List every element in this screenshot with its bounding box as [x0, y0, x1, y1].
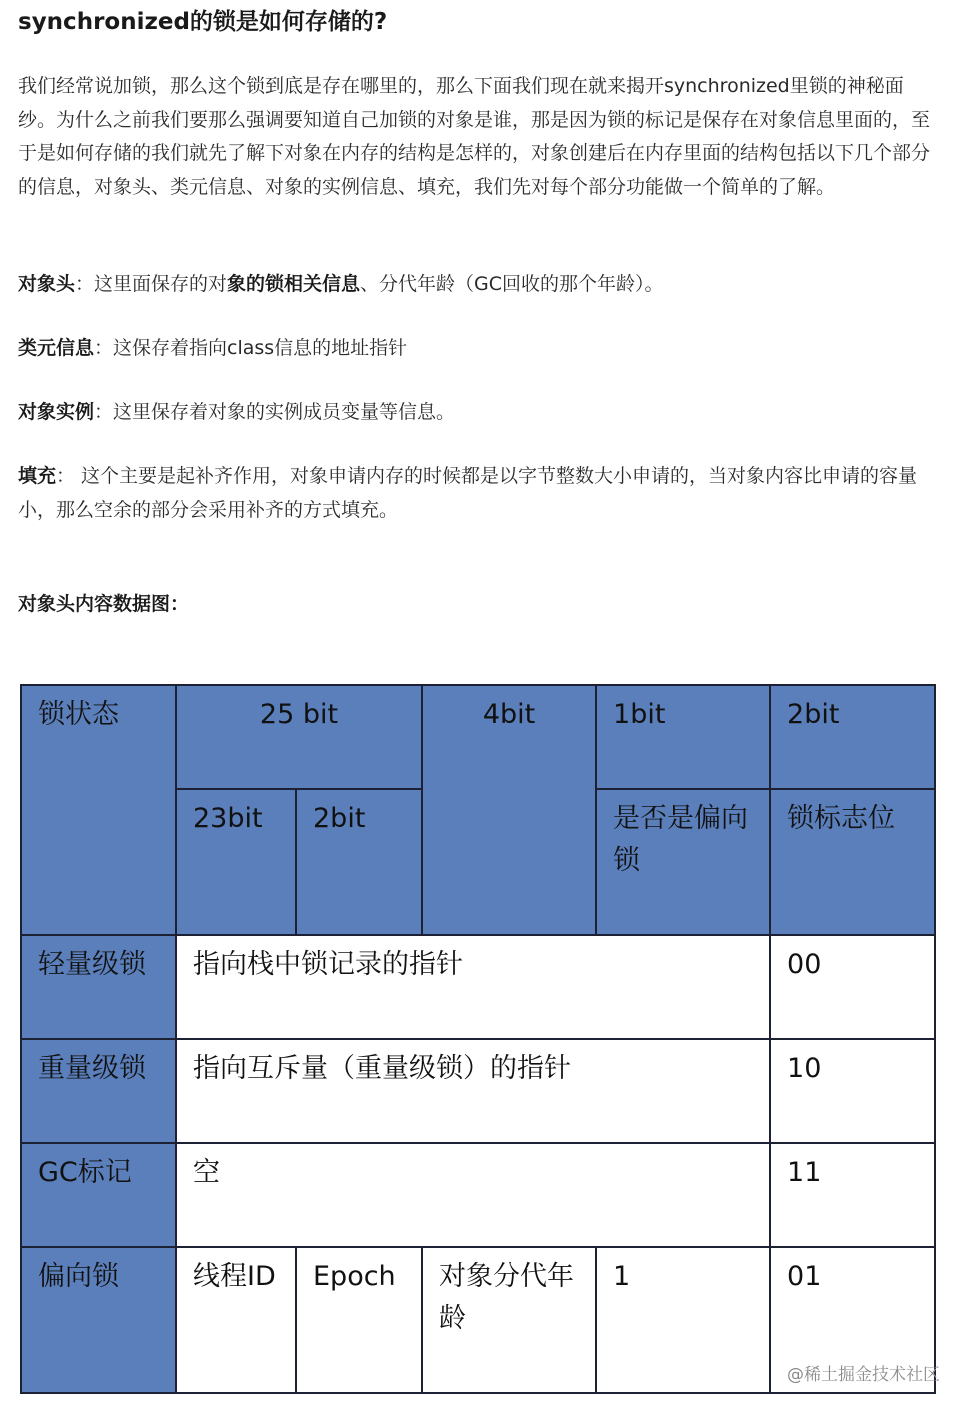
- padding-definition: [18, 460, 938, 527]
- table-row: [21, 935, 935, 1039]
- instance-term: 对象实例: [18, 401, 95, 423]
- header-lock-state: 锁状态: [21, 685, 176, 935]
- object-header-term: 对象头: [18, 273, 76, 295]
- header-2bit: 2bit: [770, 685, 935, 789]
- object-header-text-bold: 象的锁相关信息: [227, 273, 361, 295]
- table-header-row: [21, 685, 935, 789]
- row-state: 轻量级锁: [21, 935, 176, 1039]
- header-23bit: 23bit: [176, 789, 296, 935]
- biased-lock-flag: 01: [770, 1247, 935, 1393]
- header-1bit: 1bit: [596, 685, 770, 789]
- table-row: [21, 1143, 935, 1247]
- row-content: 空: [176, 1143, 770, 1247]
- biased-state: 偏向锁: [21, 1247, 176, 1393]
- row-flag: 11: [770, 1143, 935, 1247]
- biased-thread-id: 线程ID: [176, 1247, 296, 1393]
- header-2bit-sub: 2bit: [296, 789, 422, 935]
- instance-text: ：这里保存着对象的实例成员变量等信息。: [94, 401, 456, 423]
- mark-word-table: [20, 684, 936, 1394]
- intro-paragraph: 我们经常说加锁，那么这个锁到底是存在哪里的，那么下面我们现在就来揭开synchronized里锁的神秘面纱。为什么之前我们要那么强调要知道自己加锁的对象是谁，那是因为锁的标记是保存在对象信息里面的，至于是如何存储的我们就先了解下对象在内存的结构是怎样的，对象创建后在内存里面的结构包括以下几个部分的信息，对象头、类元信息、对象的实例信息、填充，我们先对每个部分功能做一个简单的了解。: [18, 75, 931, 198]
- class-meta-text: ：这保存着指向class信息的地址指针: [94, 337, 408, 359]
- row-state: GC标记: [21, 1143, 176, 1247]
- header-is-biased: 是否是偏向锁: [596, 789, 770, 935]
- figure-label: [18, 588, 189, 622]
- padding-term: 填充: [18, 465, 57, 487]
- object-header-text-before: ：这里面保存的对: [75, 273, 228, 295]
- row-flag: 10: [770, 1039, 935, 1143]
- watermark: @稀土掘金技术社区: [787, 1365, 940, 1385]
- row-flag: 00: [770, 935, 935, 1039]
- instance-definition: [18, 396, 455, 430]
- padding-text: ： 这个主要是起补齐作用，对象申请内存的时候都是以字节整数大小申请的，当对象内容比申请的容量小，那么空余的部分会采用补齐的方式填充。: [18, 465, 918, 521]
- row-content: 指向互斥量（重量级锁）的指针: [176, 1039, 770, 1143]
- article-title: synchronized的锁是如何存储的?: [18, 9, 388, 35]
- article: [18, 0, 938, 615]
- header-4bit: 4bit: [422, 685, 596, 935]
- biased-epoch: Epoch: [296, 1247, 422, 1393]
- object-header-text-after: 、分代年龄（GC回收的那个年龄）。: [360, 273, 664, 295]
- class-meta-term: 类元信息: [18, 337, 95, 359]
- row-content: 指向栈中锁记录的指针: [176, 935, 770, 1039]
- table-row: [21, 1039, 935, 1143]
- class-meta-definition: [18, 332, 407, 366]
- header-lock-flag: 锁标志位: [770, 789, 935, 935]
- biased-flag-bit: 1: [596, 1247, 770, 1393]
- object-header-definition: [18, 268, 664, 302]
- row-state: 重量级锁: [21, 1039, 176, 1143]
- figure-label-text: 对象头内容数据图：: [18, 593, 190, 615]
- header-25bit: 25 bit: [176, 685, 422, 789]
- biased-age: 对象分代年龄: [422, 1247, 596, 1393]
